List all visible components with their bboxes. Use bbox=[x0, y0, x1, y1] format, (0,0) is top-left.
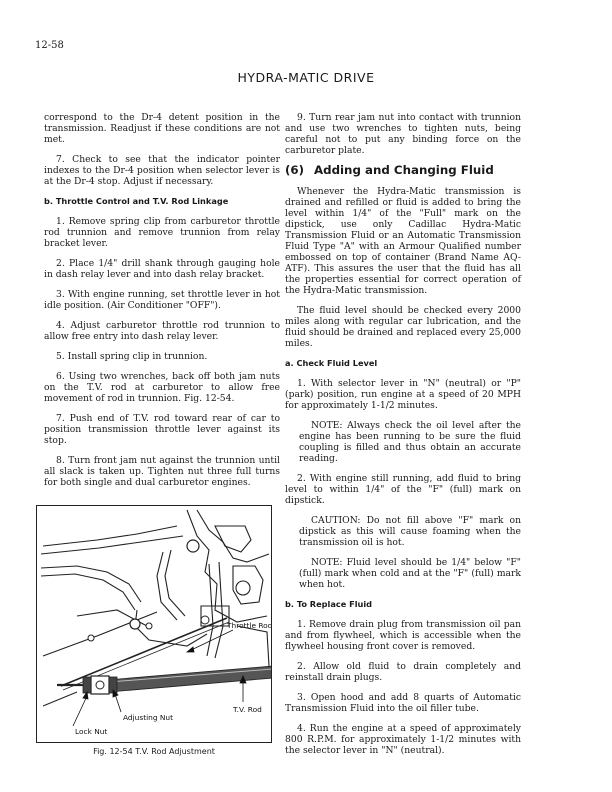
subheading-throttle-control: b. Throttle Control and T.V. Rod Linkage bbox=[44, 196, 229, 206]
right-column bbox=[285, 112, 521, 765]
step: 7. Push end of T.V. rod toward rear of car to position transmission throttle lever against its stop. bbox=[44, 413, 280, 446]
step: 6. Using two wrenches, back off both jam nuts on the T.V. rod at carburetor to allow free movement of rod in trunnion. Fig. 12-54. bbox=[44, 371, 280, 404]
step: 8. Turn front jam nut against the trunnion until all slack is taken up. Tighten nut three full turns for both single and dual carburetor engines. bbox=[44, 455, 280, 488]
pivot-circle bbox=[130, 619, 140, 629]
page-number: 12-58 bbox=[35, 40, 64, 51]
step: 4. Adjust carburetor throttle rod trunnion to allow free entry into dash relay lever. bbox=[44, 320, 280, 342]
step: 4. Run the engine at a speed of approximately 800 R.P.M. for approximately 1-1/2 minutes with the selector lever in "N" (neutral). bbox=[285, 723, 521, 756]
tv-rod bbox=[107, 666, 272, 692]
figure-caption: Fig. 12-54 T.V. Rod Adjustment bbox=[93, 747, 215, 756]
note: NOTE: Fluid level should be 1/4" below "F" (full) mark when cold and at the "F" (full) mark when hot. bbox=[299, 557, 521, 590]
step-7-indicator: 7. Check to see that the indicator pointer indexes to the Dr-4 position when selector lever is at the Dr-4 stop. Adjust if necessary. bbox=[44, 154, 280, 187]
label-adjusting-nut: Adjusting Nut bbox=[123, 713, 173, 722]
step: 5. Install spring clip in trunnion. bbox=[56, 351, 208, 362]
label-tv-rod: T.V. Rod bbox=[233, 705, 262, 714]
step: 3. With engine running, set throttle lever in hot idle position. (Air Conditioner "OFF"). bbox=[44, 289, 280, 311]
section-number: (6) bbox=[285, 163, 304, 177]
step: 1. Remove spring clip from carburetor throttle rod trunnion and remove trunnion from relay bracket lever. bbox=[44, 216, 280, 249]
caution: CAUTION: Do not fill above "F" mark on dipstick as this will cause foaming when the transmission oil is hot. bbox=[299, 515, 521, 548]
subheading-check-fluid: a. Check Fluid Level bbox=[285, 358, 378, 368]
section-heading bbox=[285, 165, 521, 176]
step: 3. Open hood and add 8 quarts of Automatic Transmission Fluid into the oil filler tube. bbox=[285, 692, 521, 714]
section-title: Adding and Changing Fluid bbox=[314, 163, 494, 177]
pivot-circle bbox=[187, 540, 199, 552]
step: 1. Remove drain plug from transmission oil pan and from flywheel, which is accessible when the flywheel housing front cover is removed. bbox=[285, 619, 521, 652]
left-column bbox=[44, 112, 280, 497]
linkage-illustration bbox=[37, 506, 272, 743]
step: 1. With selector lever in "N" (neutral) or "P" (park) position, run engine at a speed of 20 MPH for approximately 1-1/2 minutes. bbox=[285, 378, 521, 411]
paragraph: correspond to the Dr-4 detent position in the transmission. Readjust if these conditions are not met. bbox=[44, 112, 280, 145]
lock-nut bbox=[83, 677, 91, 693]
note: NOTE: Always check the oil level after the engine has been running to be sure the fluid coupling is filled and thus obtain an accurate reading. bbox=[299, 420, 521, 464]
step: 9. Turn rear jam nut into contact with trunnion and use two wrenches to tighten nuts, being careful not to put any binding force on the carburetor plate. bbox=[285, 112, 521, 156]
step: 2. Place 1/4" drill shank through gauging hole in dash relay lever and into dash relay bracket. bbox=[44, 258, 280, 280]
paragraph: Whenever the Hydra-Matic transmission is drained and refilled or fluid is added to bring the level within 1/4" of the "Full" mark on the dipstick, use only Cadillac Hydra-Matic Transmission Fluid or an Automatic Transmission Fluid Type "A" with an Armour Qualified number embossed on top of container (Brand Name AQ-ATF). This assures the user that the fluid has all the properties essential for correct operation of the Hydra-Matic transmission. bbox=[285, 186, 521, 296]
tv-rod-adjustment-figure bbox=[36, 505, 272, 743]
step: 2. With engine still running, add fluid to bring level to within 1/4" of the "F" (full) mark on dipstick. bbox=[285, 473, 521, 506]
page-title: HYDRA-MATIC DRIVE bbox=[237, 70, 375, 85]
label-lock-nut: Lock Nut bbox=[75, 727, 108, 736]
step: 2. Allow old fluid to drain completely and reinstall drain plugs. bbox=[285, 661, 521, 683]
paragraph: The fluid level should be checked every 2000 miles along with regular car lubrication, and the fluid should be drained and replaced every 25,000 miles. bbox=[285, 305, 521, 349]
label-throttle-rod: Throttle Rod bbox=[227, 621, 273, 630]
subheading-replace-fluid: b. To Replace Fluid bbox=[285, 599, 372, 609]
